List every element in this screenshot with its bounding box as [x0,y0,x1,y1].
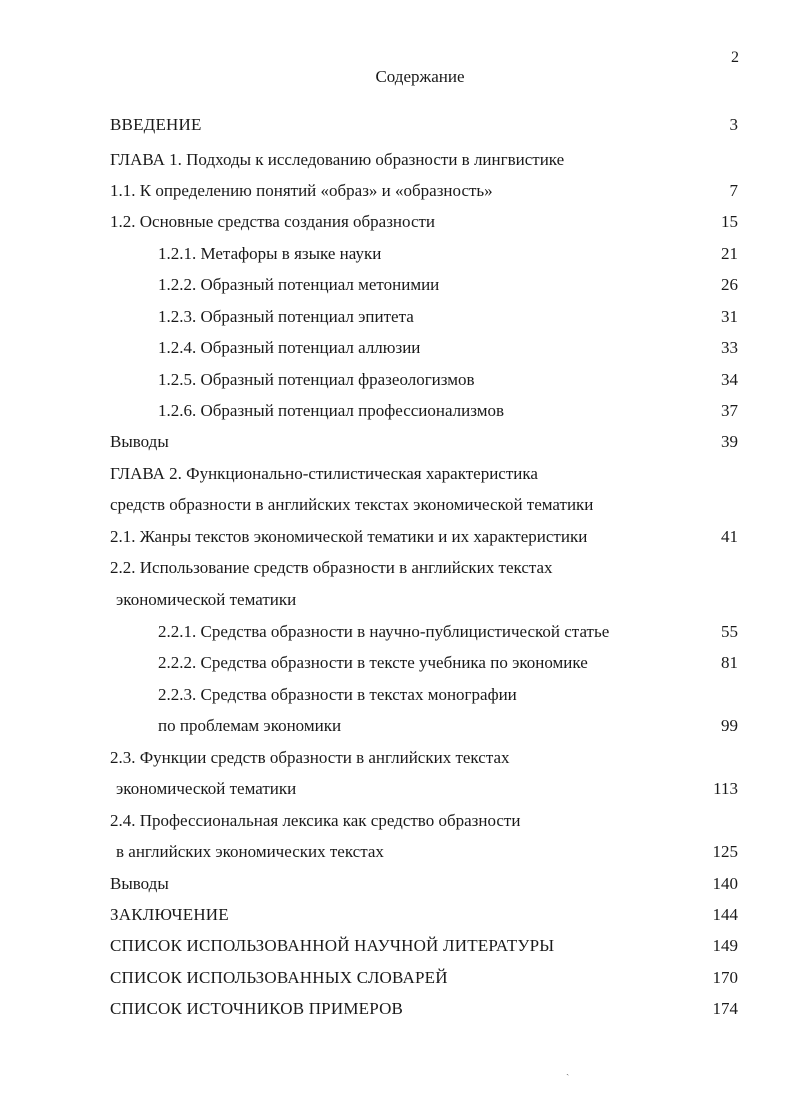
toc-entry-page: 41 [721,527,738,546]
toc-entry-text: 1.2.3. Образный потенциал эпитета [158,307,414,326]
toc-entry-text: Выводы [110,874,169,893]
toc-entry-text: по проблемам экономики [158,716,342,735]
toc-entry-page: 125 [712,842,738,861]
toc-entry-text: Выводы [110,432,169,451]
toc-entry-page: 99 [721,716,738,735]
toc-entry-text: 2.2.1. Средства образности в научно-публицистической статье [158,622,610,641]
toc-entry-text: в английских экономических текстах [116,842,384,861]
toc-entry-page: 81 [721,653,738,672]
toc-entry-text: 1.2.1. Метафоры в языке науки [158,244,382,263]
stray-mark: ˏ [566,1065,570,1076]
toc-entry-page: 7 [729,181,738,200]
toc-entry-page: 149 [712,936,738,955]
toc-entry-page: 15 [721,212,738,231]
toc-entry-text: 2.3. Функции средств образности в английских текстах [110,748,510,767]
toc-entry-page: 113 [713,779,738,798]
toc-entry-text: СПИСОК ИСТОЧНИКОВ ПРИМЕРОВ [110,999,404,1018]
toc-entry-text: 2.4. Профессиональная лексика как средство образности [110,811,521,830]
toc-entry-page: 31 [721,307,738,326]
toc-entry-page: 144 [712,905,738,924]
toc-entry-text: 1.2. Основные средства создания образности [110,212,436,231]
toc-title: Содержание [375,67,465,86]
toc-entry-text: 2.2. Использование средств образности в английских текстах [110,558,553,577]
toc-entry-page: 26 [721,275,738,294]
toc-entry-text: ЗАКЛЮЧЕНИЕ [110,905,229,924]
toc-entry-page: 33 [721,338,738,357]
page-number: 2 [731,49,739,66]
toc-entry-text: 2.2.2. Средства образности в тексте учебника по экономике [158,653,588,672]
toc-entry-page: 3 [729,115,738,134]
toc-entry-text: СПИСОК ИСПОЛЬЗОВАННЫХ СЛОВАРЕЙ [110,968,448,987]
toc-entry-page: 174 [712,999,738,1018]
toc-entry-page: 39 [721,432,738,451]
toc-entry-text: экономической тематики [116,590,297,609]
toc-entry-text: 2.2.3. Средства образности в текстах монографии [158,685,517,704]
toc-entry-page: 170 [712,968,738,987]
toc-entry-text: ВВЕДЕНИЕ [110,115,202,134]
toc-entry-text: СПИСОК ИСПОЛЬЗОВАННОЙ НАУЧНОЙ ЛИТЕРАТУРЫ [110,936,555,955]
toc-entry-text: 1.2.4. Образный потенциал аллюзии [158,338,421,357]
toc-entry-text: 2.1. Жанры текстов экономической тематики и их характеристики [110,527,588,546]
toc-entry-text: ГЛАВА 2. Функционально-стилистическая характеристика [110,464,538,483]
toc-entry-text: 1.1. К определению понятий «образ» и «образность» [110,181,493,200]
toc-entry-page: 140 [712,874,738,893]
toc-entry-text: ГЛАВА 1. Подходы к исследованию образности в лингвистике [110,150,565,169]
toc-entry-text: средств образности в английских текстах экономической тематики [110,495,594,514]
toc-entry-page: 34 [721,370,738,389]
toc-entry-text: 1.2.5. Образный потенциал фразеологизмов [158,370,475,389]
toc-entry-text: 1.2.6. Образный потенциал профессионализмов [158,401,505,420]
toc-entry-text: 1.2.2. Образный потенциал метонимии [158,275,440,294]
toc-entry-text: экономической тематики [116,779,297,798]
toc-entry-page: 21 [721,244,738,263]
toc-entry-page: 37 [721,401,738,420]
toc-entry-page: 55 [721,622,738,641]
